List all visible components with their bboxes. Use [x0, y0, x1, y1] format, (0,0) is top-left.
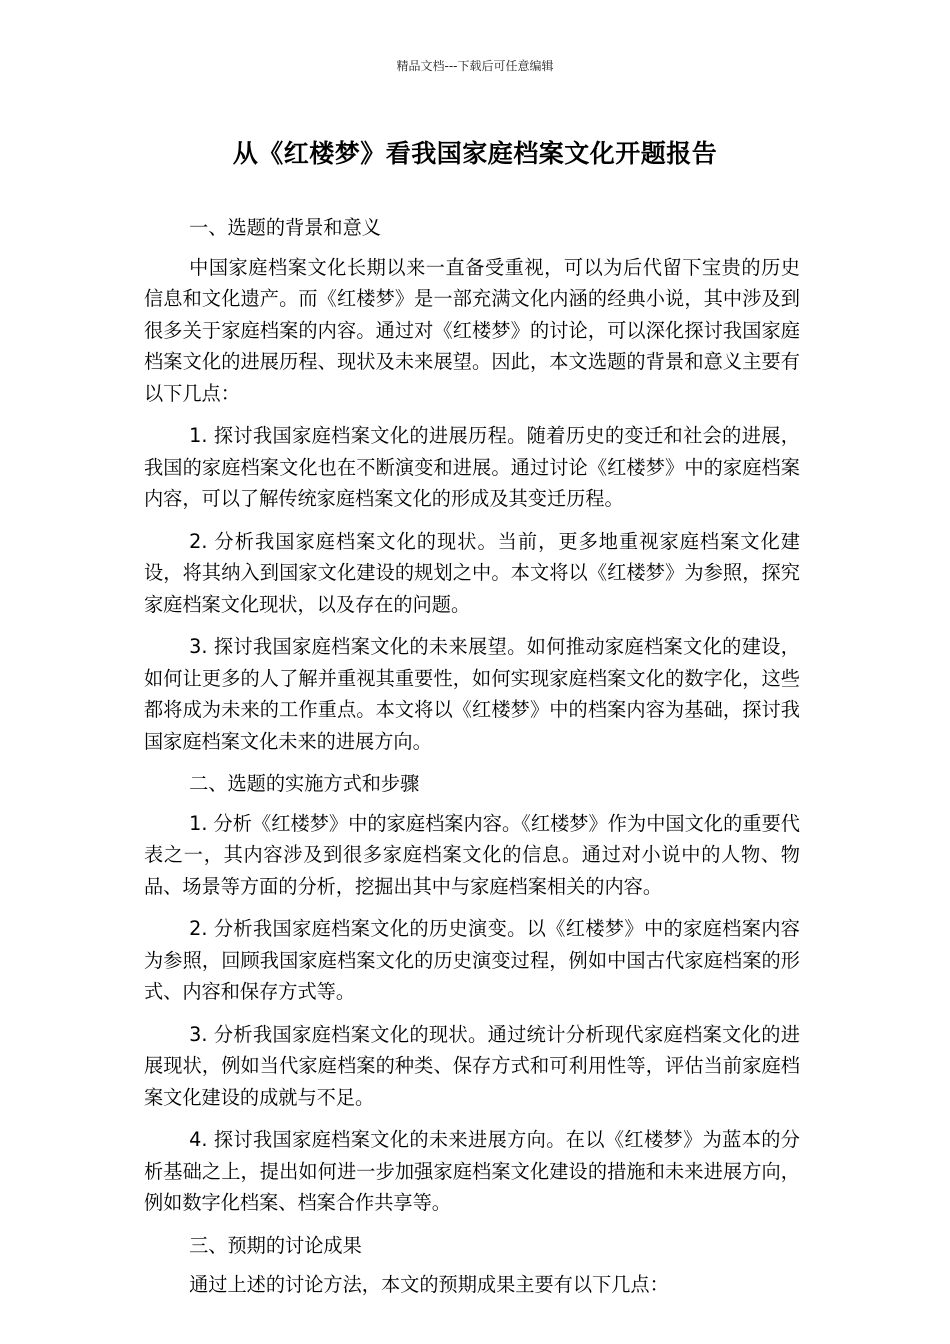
paragraph-method-step-2: 2. 分析我国家庭档案文化的历史演变。以《红楼梦》中的家庭档案内容为参照，回顾我国家庭档案文化的历史演变过程，例如中国古代家庭档案的形式、内容和保存方式等。 — [144, 917, 800, 1003]
section-heading-methods: 二、选题的实施方式和步骤 — [189, 772, 420, 795]
paragraph-method-step-4: 4. 探讨我国家庭档案文化的未来进展方向。在以《红楼梦》为蓝本的分析基础之上，提出如何进一步加强家庭档案文化建设的措施和未来进展方向，例如数字化档案、档案合作共享等。 — [144, 1128, 800, 1214]
header-note: 精品文档---下载后可任意编辑 — [396, 59, 554, 73]
paragraph-method-step-3: 3. 分析我国家庭档案文化的现状。通过统计分析现代家庭档案文化的进展现状，例如当代家庭档案的种类、保存方式和可利用性等，评估当前家庭档案文化建设的成就与不足。 — [144, 1022, 800, 1109]
section-heading-background: 一、选题的背景和意义 — [189, 216, 381, 239]
paragraph-background-point-1: 1. 探讨我国家庭档案文化的进展历程。随着历史的变迁和社会的进展，我国的家庭档案文化也在不断演变和进展。通过讨论《红楼梦》中的家庭档案内容，可以了解传统家庭档案文化的形成及其变迁历程。 — [144, 424, 800, 510]
paragraph-method-step-1: 1. 分析《红楼梦》中的家庭档案内容。《红楼梦》作为中国文化的重要代表之一，其内容涉及到很多家庭档案文化的信息。通过对小说中的人物、物品、场景等方面的分析，挖掘出其中与家庭档案相关的内容。 — [144, 811, 800, 898]
paragraph-background-intro: 中国家庭档案文化长期以来一直备受重视，可以为后代留下宝贵的历史信息和文化遗产。而《红楼梦》是一部充满文化内涵的经典小说，其中涉及到很多关于家庭档案的内容。通过对《红楼梦》的讨论，可以深化探讨我国家庭档案文化的进展历程、现状及未来展望。因此，本文选题的背景和意义主要有以下几点： — [144, 255, 800, 405]
section-heading-outcomes: 三、预期的讨论成果 — [189, 1233, 362, 1257]
paragraph-background-point-3: 3. 探讨我国家庭档案文化的未来展望。如何推动家庭档案文化的建设，如何让更多的人了解并重视其重要性，如何实现家庭档案文化的数字化，这些都将成为未来的工作重点。本文将以《红楼梦》中的档案内容为基础，探讨我国家庭档案文化未来的进展方向。 — [144, 635, 800, 753]
paragraph-background-point-2: 2. 分析我国家庭档案文化的现状。当前，更多地重视家庭档案文化建设，将其纳入到国家文化建设的规划之中。本文将以《红楼梦》为参照，探究家庭档案文化现状，以及存在的问题。 — [144, 529, 800, 616]
paragraph-outcomes-intro: 通过上述的讨论方法，本文的预期成果主要有以下几点： — [189, 1273, 669, 1296]
document-title: 从《红楼梦》看我国家庭档案文化开题报告 — [232, 139, 718, 168]
document-body — [144, 212, 800, 1312]
